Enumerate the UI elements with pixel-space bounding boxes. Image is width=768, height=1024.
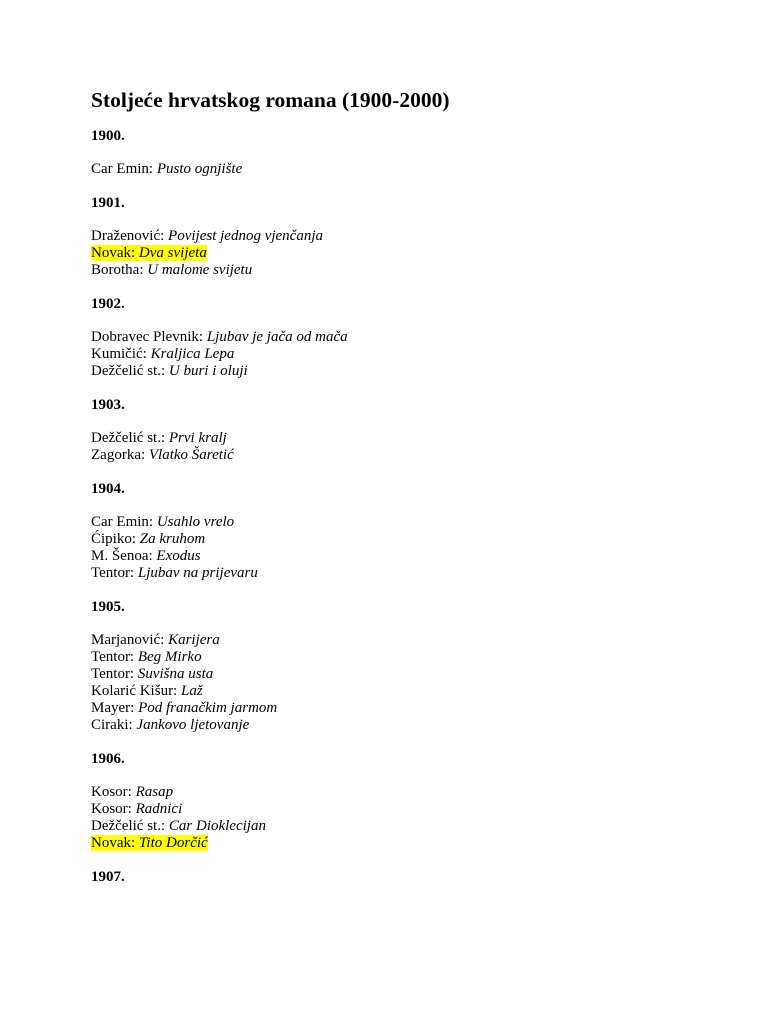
entry-text <box>91 801 182 817</box>
entry-text <box>91 784 173 800</box>
year-block <box>91 599 731 734</box>
novel-entry <box>91 430 731 447</box>
entry-text <box>91 346 234 362</box>
entry-text <box>91 683 203 699</box>
novel-title: Beg Mirko <box>137 649 202 665</box>
entry-text <box>91 228 323 244</box>
novel-entry <box>91 565 731 582</box>
entry-text <box>91 363 248 379</box>
novel-entry <box>91 228 731 245</box>
novel-title: Jankovo ljetovanje <box>136 717 250 733</box>
year-heading: 1902. <box>91 296 125 312</box>
author-name: Marjanović: <box>91 632 165 648</box>
novel-title: Rasap <box>135 784 174 800</box>
entry-text <box>91 565 258 581</box>
year-block <box>91 128 731 178</box>
entry-text <box>91 430 227 446</box>
novel-entry <box>91 514 731 531</box>
entry-list <box>91 514 731 582</box>
novel-entry <box>91 262 731 279</box>
author-name: Tentor: <box>91 649 135 665</box>
year-heading: 1906. <box>91 751 125 767</box>
entry-text <box>91 262 252 278</box>
document-page <box>91 87 731 902</box>
document-title: Stoljeće hrvatskog romana (1900-2000) <box>91 88 450 112</box>
novel-entry <box>91 329 731 346</box>
highlighted-entry <box>91 245 207 261</box>
entry-list <box>91 430 731 464</box>
novel-entry <box>91 683 731 700</box>
year-list <box>91 128 731 886</box>
novel-entry <box>91 346 731 363</box>
author-name: Dežčelić st.: <box>91 818 166 834</box>
year-block <box>91 869 731 886</box>
entry-list <box>91 228 731 279</box>
entry-list <box>91 632 731 734</box>
author-name: Borotha: <box>91 262 144 278</box>
entry-text <box>91 818 266 834</box>
year-heading: 1905. <box>91 599 125 615</box>
author-name: Kolarić Kišur: <box>91 683 178 699</box>
novel-entry <box>91 666 731 683</box>
year-block <box>91 296 731 380</box>
novel-title: U buri i oluji <box>168 363 248 379</box>
year-heading: 1903. <box>91 397 125 413</box>
author-name: Dežčelić st.: <box>91 363 166 379</box>
year-block <box>91 195 731 279</box>
year-block <box>91 751 731 852</box>
novel-title: Car Dioklecijan <box>168 818 266 834</box>
novel-title: Suvišna usta <box>137 666 214 682</box>
year-heading: 1904. <box>91 481 125 497</box>
novel-title: Karijera <box>168 632 220 648</box>
author-name: Tentor: <box>91 565 135 581</box>
author-name: Novak: <box>91 245 136 261</box>
novel-entry <box>91 835 731 852</box>
entry-text <box>91 700 277 716</box>
author-name: M. Šenoa: <box>91 548 153 564</box>
author-name: Ciraki: <box>91 717 133 733</box>
entry-text <box>91 717 249 733</box>
entry-text <box>91 649 202 665</box>
author-name: Kosor: <box>91 801 132 817</box>
author-name: Novak: <box>91 835 136 851</box>
novel-entry <box>91 363 731 380</box>
novel-title: Pusto ognjište <box>156 161 243 177</box>
author-name: Dobravec Plevnik: <box>91 329 204 345</box>
novel-title: Laž <box>180 683 203 699</box>
highlighted-entry <box>91 835 208 851</box>
entry-text <box>91 161 242 177</box>
novel-title: Tito Dorčić <box>138 835 208 851</box>
year-heading: 1907. <box>91 869 125 885</box>
novel-entry <box>91 717 731 734</box>
entry-text <box>91 666 213 682</box>
novel-title: Pod franačkim jarmom <box>138 700 278 716</box>
novel-title: Usahlo vrelo <box>156 514 235 530</box>
entry-list <box>91 329 731 380</box>
author-name: Zagorka: <box>91 447 146 463</box>
entry-text <box>91 329 348 345</box>
novel-entry <box>91 161 731 178</box>
author-name: Ćipiko: <box>91 531 137 547</box>
author-name: Car Emin: <box>91 514 154 530</box>
novel-title: Exodus <box>156 548 201 564</box>
author-name: Kumičić: <box>91 346 147 362</box>
novel-entry <box>91 784 731 801</box>
novel-title: Radnici <box>135 801 183 817</box>
entry-text <box>91 447 234 463</box>
novel-entry <box>91 245 731 262</box>
author-name: Kosor: <box>91 784 132 800</box>
novel-title: Ljubav na prijevaru <box>137 565 258 581</box>
entry-list <box>91 161 731 178</box>
author-name: Draženović: <box>91 228 165 244</box>
author-name: Mayer: <box>91 700 135 716</box>
entry-text <box>91 632 220 648</box>
novel-title: Vlatko Šaretić <box>148 447 234 463</box>
novel-title: U malome svijetu <box>147 262 253 278</box>
entry-text <box>91 548 201 564</box>
novel-title: Povijest jednog vjenčanja <box>168 228 323 244</box>
novel-title: Ljubav je jača od mača <box>206 329 348 345</box>
author-name: Car Emin: <box>91 161 154 177</box>
novel-entry <box>91 548 731 565</box>
novel-title: Kraljica Lepa <box>150 346 235 362</box>
entry-list <box>91 784 731 852</box>
novel-entry <box>91 700 731 717</box>
year-block <box>91 397 731 464</box>
novel-title: Za kruhom <box>139 531 206 547</box>
novel-entry <box>91 649 731 666</box>
novel-entry <box>91 531 731 548</box>
year-heading: 1900. <box>91 128 125 144</box>
novel-entry <box>91 632 731 649</box>
novel-entry <box>91 447 731 464</box>
entry-text <box>91 531 205 547</box>
author-name: Tentor: <box>91 666 135 682</box>
entry-text <box>91 514 234 530</box>
year-heading: 1901. <box>91 195 125 211</box>
novel-entry <box>91 818 731 835</box>
year-block <box>91 481 731 582</box>
author-name: Dežčelić st.: <box>91 430 166 446</box>
novel-entry <box>91 801 731 818</box>
novel-title: Dva svijeta <box>138 245 207 261</box>
novel-title: Prvi kralj <box>168 430 227 446</box>
